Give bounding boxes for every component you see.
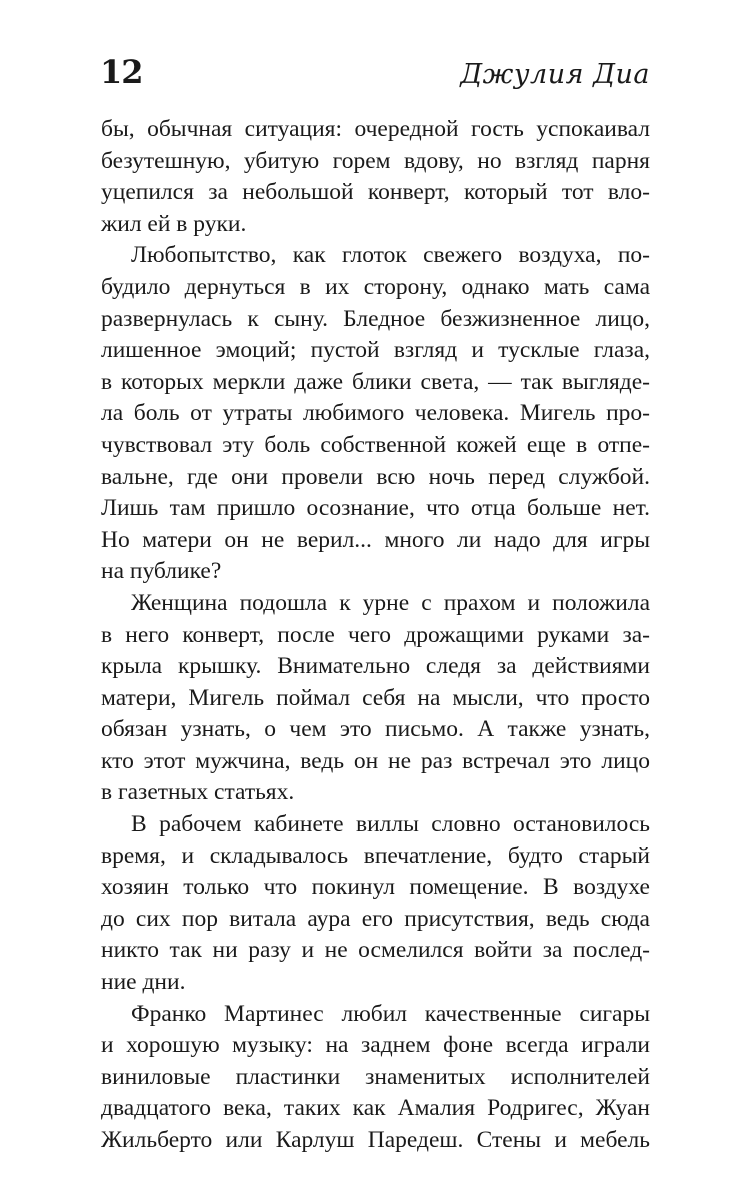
paragraph (101, 588, 650, 809)
text-line: чувствовал эту боль собственной кожей еще в отпе- (101, 431, 650, 458)
text-line: ние дни. (101, 969, 186, 996)
paragraph (101, 240, 650, 588)
paragraph (101, 114, 650, 240)
text-line: лишенное эмоций; пустой взгляд и тусклые глаза, (101, 337, 650, 364)
text-line: развернулась к сыну. Бледное безжизненное лицо, (101, 305, 650, 332)
text-line: хозяин только что покинул помещение. В воздухе (101, 874, 650, 901)
text-line: уцепился за небольшой конверт, который тот вло- (101, 179, 650, 206)
text-line: будило дернуться в их сторону, однако мать сама (101, 273, 650, 300)
text-line: Но матери он не верил... много ли надо для игры (101, 526, 650, 553)
text-line: обязан узнать, о чем это письмо. А также узнать, (101, 716, 650, 743)
text-line: матери, Мигель поймал себя на мысли, что просто (101, 684, 650, 711)
text-line: Женщина подошла к урне с прахом и положила (131, 589, 650, 616)
text-line: время, и складывалось впечатление, будто старый (101, 842, 650, 869)
text-line: Жильберто или Карлуш Паредеш. Стены и мебель (101, 1127, 650, 1153)
text-line: Франко Мартинес любил качественные сигары (131, 1000, 650, 1027)
text-line: никто так ни разу и не осмелился войти за послед- (101, 937, 650, 964)
text-line: жил ей в руки. (101, 210, 247, 237)
page-number: 12 (100, 53, 143, 91)
running-head-author: Джулия Диа (460, 59, 650, 90)
text-line: крыла крышку. Внимательно следя за действиями (101, 653, 650, 680)
page-header (100, 52, 650, 102)
text-line: в газетных статьях. (101, 779, 295, 806)
text-line: ла боль от утраты любимого человека. Мигель про- (101, 400, 650, 427)
text-line: в него конверт, после чего дрожащими руками за- (101, 621, 650, 648)
text-line: Любопытство, как глоток свежего воздуха, по- (131, 242, 650, 269)
paragraph (101, 809, 650, 999)
text-line: вальне, где они провели всю ночь перед службой. (101, 463, 650, 490)
text-line: Лишь там пришло осознание, что отца больше нет. (101, 495, 650, 522)
text-line: двадцатого века, таких как Амалия Родригес, Жуан (101, 1095, 650, 1122)
text-line: и хорошую музыку: на заднем фоне всегда играли (101, 1032, 650, 1059)
text-line: безутешную, убитую горем вдову, но взгляд парня (101, 147, 650, 174)
text-line: в которых меркли даже блики света, — так выгляде- (101, 368, 650, 395)
text-line: кто этот мужчина, ведь он не раз встречал это лицо (101, 747, 650, 774)
text-line: на публике? (101, 558, 222, 585)
text-line: виниловые пластинки знаменитых исполнителей (101, 1063, 650, 1090)
text-line: В рабочем кабинете виллы словно остановилось (131, 811, 650, 838)
text-line: бы, обычная ситуация: очередной гость успокаивал (101, 116, 650, 142)
paragraph (101, 999, 650, 1157)
text-line: до сих пор витала аура его присутствия, ведь сюда (101, 905, 650, 932)
body-text (101, 114, 650, 1157)
